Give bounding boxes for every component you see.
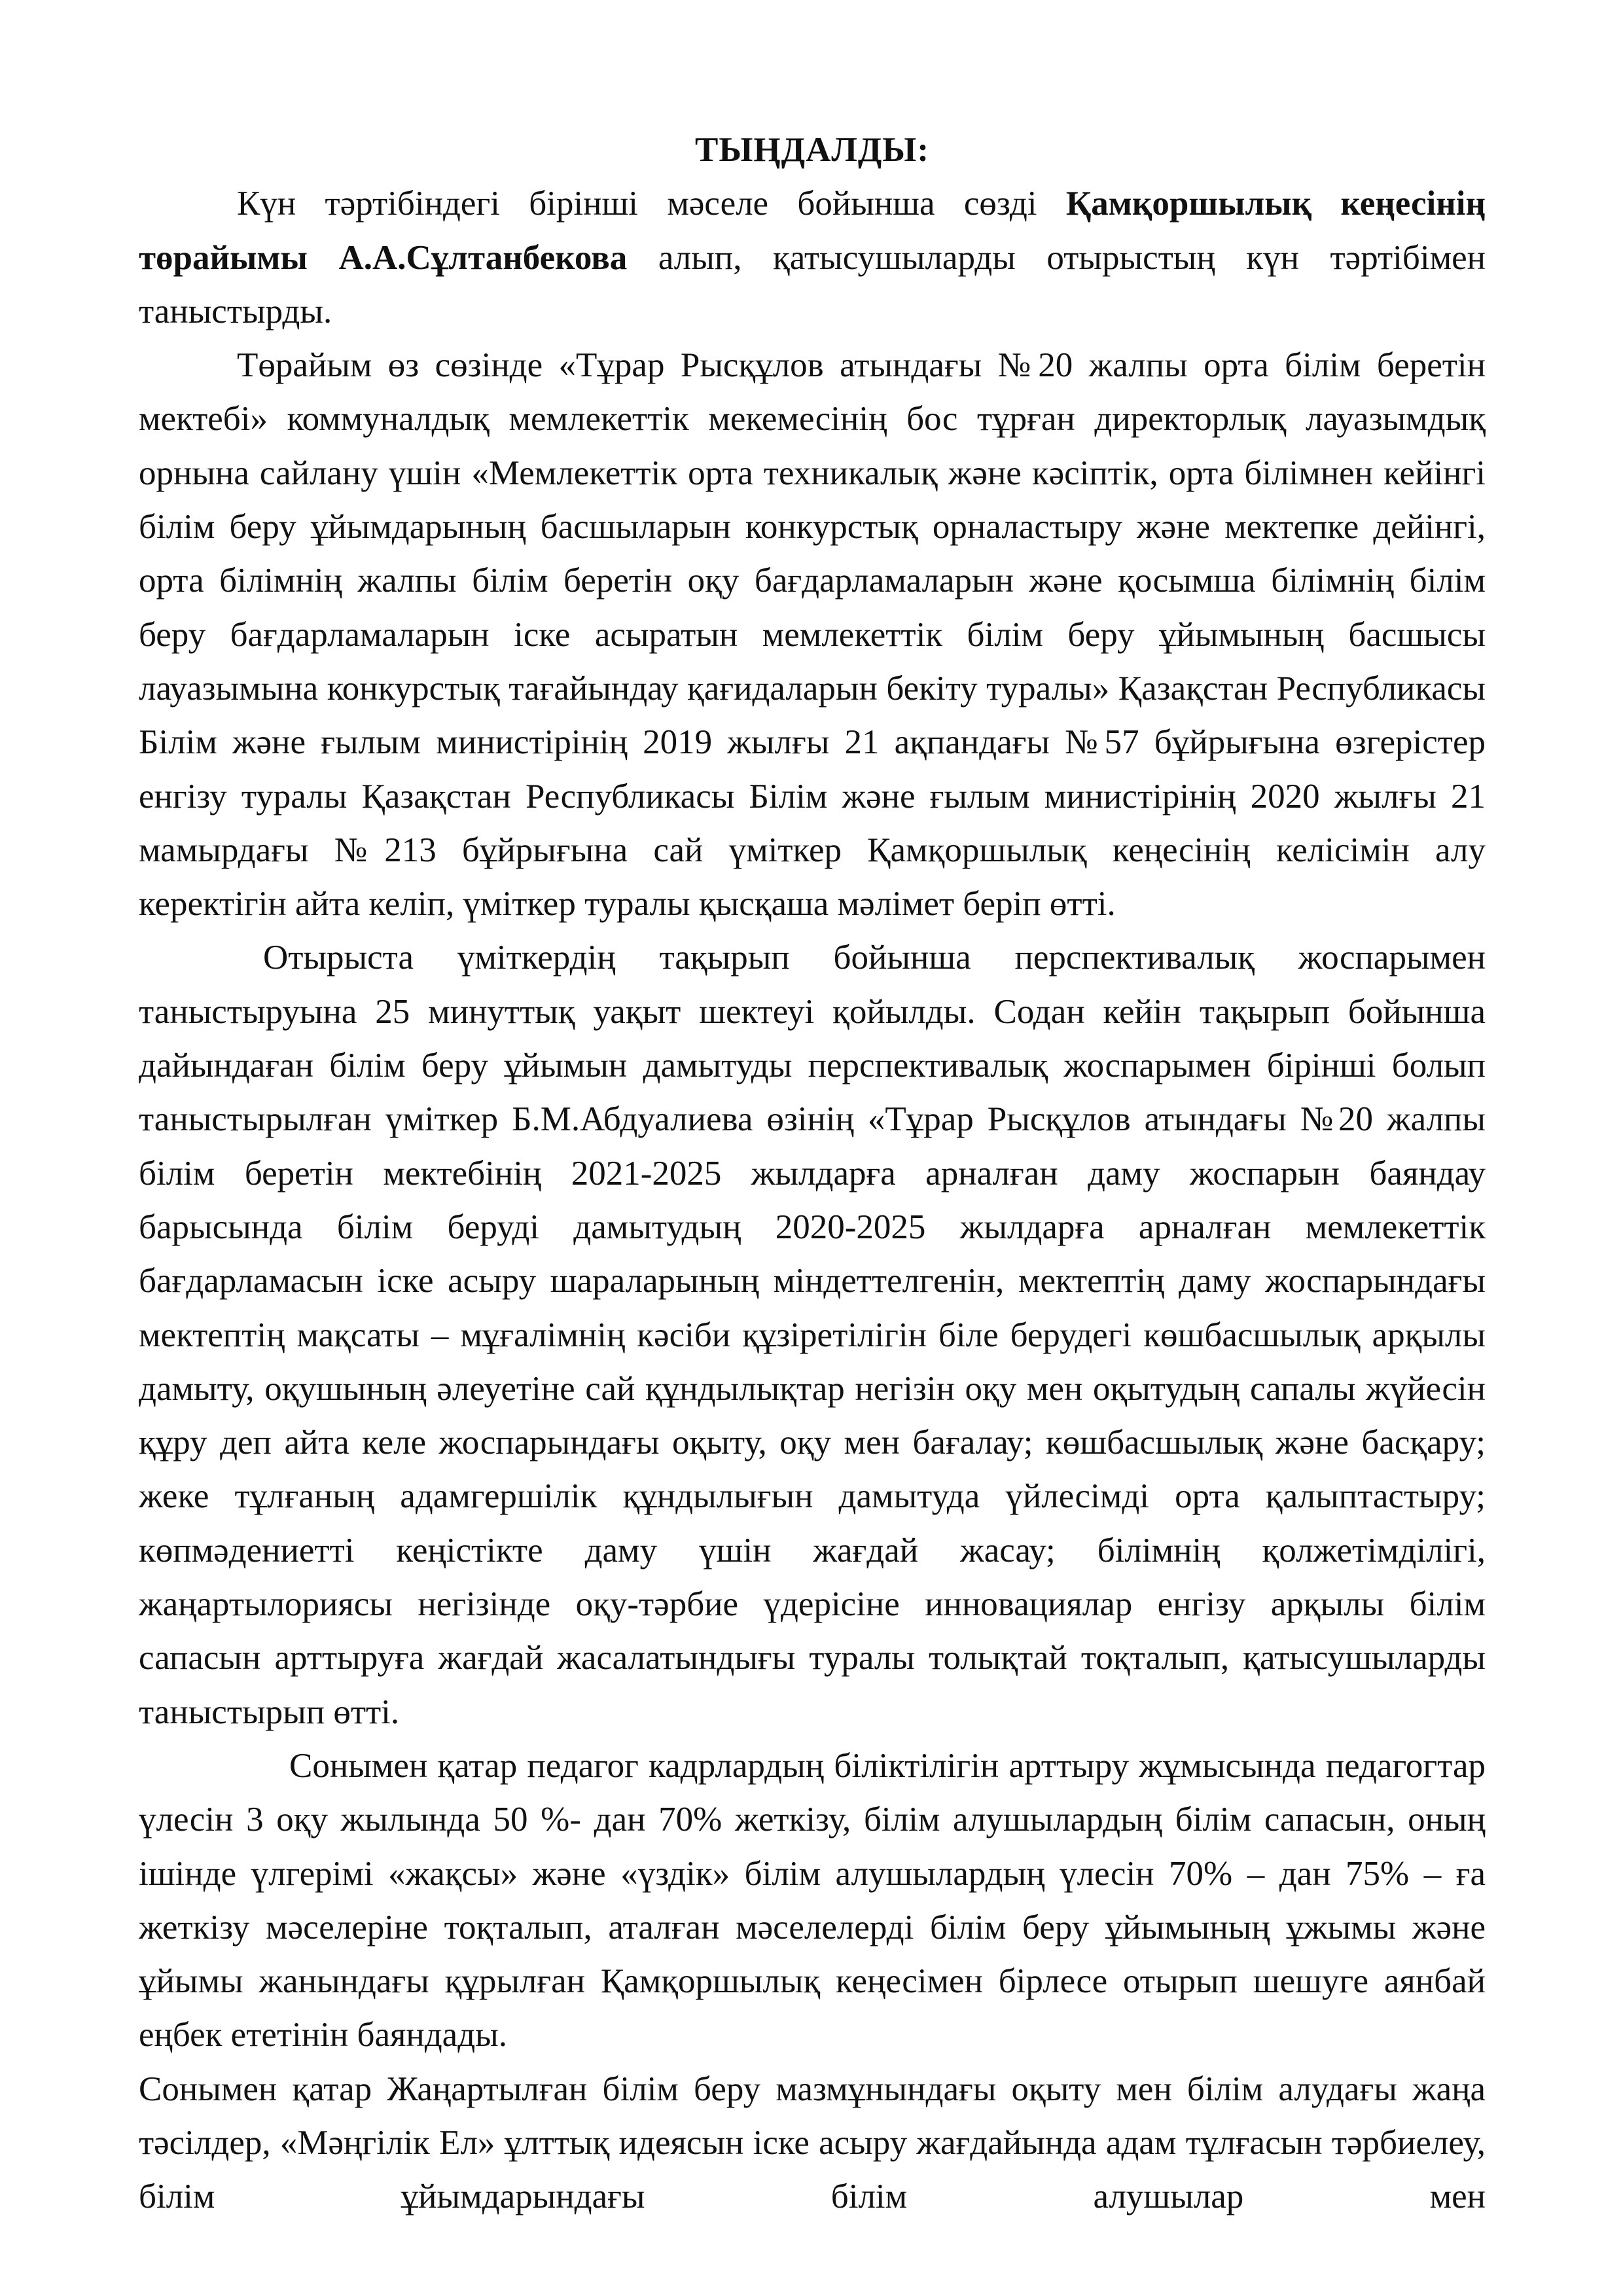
paragraph-opening bbox=[139, 177, 1486, 338]
paragraph-updated-content: Сонымен қатар Жаңартылған білім беру мазмұнындағы оқыту мен білім алудағы жаңа тәсілдер, «Мәңгілік Ел» ұлттық идеясын іске асыру жағдайында адам тұлғасын тәрбиелеу, білім ұйымдарындағы білім алушылар мен bbox=[139, 2070, 1486, 2216]
paragraph-qualification: Сонымен қатар педагог кадрлардың біліктілігін арттыру жұмысында педагогтар үлесін 3 оқу жылында 50 %- дан 70% жеткізу, білім алушылардың білім сапасын, оның ішінде үлгерімі «жақсы» және «үздік» білім алушылардың үлесін 70% – дан 75% – ға жеткізу мәселеріне тоқталып, аталған мәселелерді білім беру ұйымының ұжымы және ұйымы жанындағы құрылған Қамқоршылық кеңесімен бірлесе отырып шешуге аянбай еңбек ететінін баяндады. bbox=[139, 1746, 1486, 2054]
paragraph-opening-intro: Күн тәртібіндегі бірінші мәселе бойынша сөзді bbox=[237, 185, 1066, 223]
paragraph-chair-speech: Төрайым өз сөзінде «Тұрар Рысқұлов атындағы №20 жалпы орта білім беретін мектебі» коммуналдық мемлекеттік мекемесінің бос тұрған директорлық лауазымдық орнына сайлану үшін «Мемлекеттік орта техникалық және кәсіптік, орта білімнен кейінгі білім беру ұйымдарының басшыларын конкурстық орналастыру және мектепке дейінгі, орта білімнің жалпы білім беретін оқу бағдарламаларын және қосымша білімнің білім беру бағдарламаларын іске асыратын мемлекеттік білім беру ұйымының басшысы лауазымына конкурстық тағайындау қағидаларын бекіту туралы» Қазақстан Республикасы Білім және ғылым министірінің 2019 жылғы 21 ақпандағы №57 бұйрығына өзгерістер енгізу туралы Қазақстан Республикасы Білім және ғылым министірінің 2020 жылғы 21 мамырдағы №213 бұйрығына сай үміткер Қамқоршылық кеңесінің келісімін алу керектігін айта келіп, үміткер туралы қысқаша мәлімет беріп өтті. bbox=[139, 346, 1486, 924]
chairperson-name: Қамқоршылық кеңесінің төрайымы А.А.Сұлтанбекова bbox=[139, 185, 1486, 277]
paragraph-opening-rest: алып, қатысушыларды отырыстың күн тәртібімен таныстырды. bbox=[139, 238, 1486, 331]
paragraph-candidate-presentation: Отырыста үміткердің тақырып бойынша перспективалық жоспарымен таныстыруына 25 минуттық уақыт шектеуі қойылды. Содан кейін тақырып бойынша дайындаған білім беру ұйымын дамытуды перспективалық жоспарымен бірінші болып таныстырылған үміткер Б.М.Абдуалиева өзінің «Тұрар Рысқұлов атындағы №20 жалпы білім беретін мектебінің 2021-2025 жылдарға арналған даму жоспарын баяндау барысында білім беруді дамытудың 2020-2025 жылдарға арналған мемлекеттік бағдарламасын іске асыру шараларының міндеттелгенін, мектептің даму жоспарындағы мектептің мақсаты – мұғалімнің кәсіби құзіретілігін біле берудегі көшбасшылық арқылы дамыту, оқушының әлеуетіне сай құндылықтар негізін оқу мен оқытудың сапалы жүйесін құру деп айта келе жоспарындағы оқыту, оқу мен бағалау; көшбасшылық және басқару; жеке тұлғаның адамгершілік құндылығын дамытуда үйлесімді орта қалыптастыру; көпмәдениетті кеңістікте даму үшін жағдай жасау; білімнің қолжетімділігі, жаңартылориясы негізінде оқу-тәрбие үдерісіне инновациялар енгізу арқылы білім сапасын арттыруға жағдай жасалатындығы туралы толықтай тоқталып, қатысушыларды таныстырып өтті. bbox=[139, 939, 1486, 1731]
section-heading: ТЫҢДАЛДЫ: bbox=[694, 131, 929, 169]
